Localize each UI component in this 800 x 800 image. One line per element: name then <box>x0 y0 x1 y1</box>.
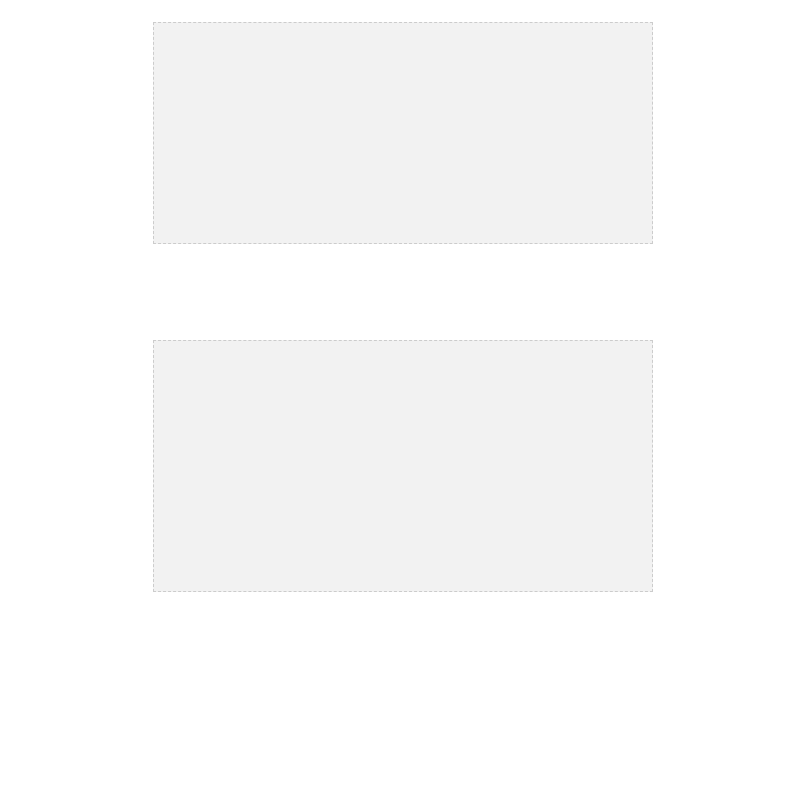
top-section <box>153 22 653 245</box>
top-section-body <box>153 22 653 244</box>
bottom-section-body <box>153 340 653 592</box>
bottom-section <box>153 340 653 593</box>
